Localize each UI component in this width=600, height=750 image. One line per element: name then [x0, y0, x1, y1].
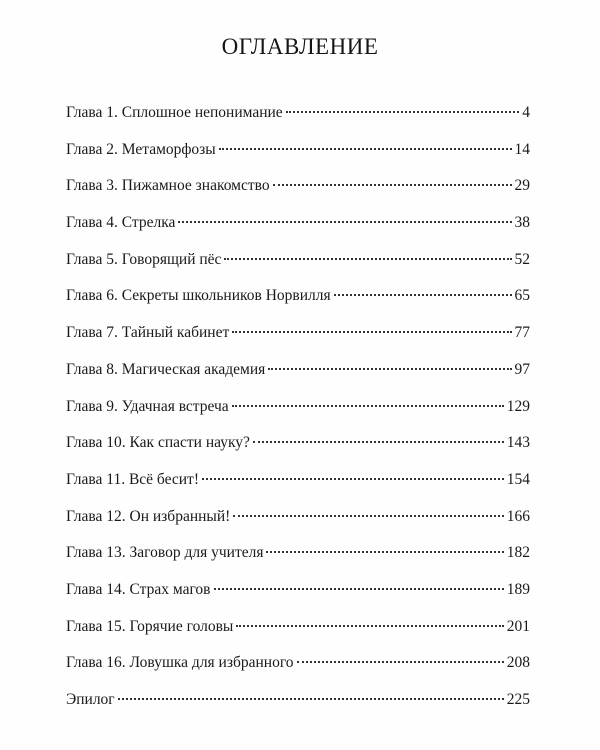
toc-entry-page: 154 — [506, 470, 530, 488]
toc-entry — [66, 690, 530, 727]
toc-entry — [66, 103, 530, 140]
dot-leader — [178, 221, 511, 223]
toc-entry — [66, 580, 530, 617]
toc-entry-title: Глава 1. Сплошное непонимание — [66, 104, 283, 121]
toc-entry — [66, 140, 530, 177]
dot-leader — [273, 184, 512, 186]
toc-entry-page: 38 — [514, 214, 530, 232]
toc-entry-title: Глава 6. Секреты школьников Норвилля — [66, 287, 331, 305]
toc-entry-page: 129 — [506, 397, 530, 415]
toc-entry-title: Глава 7. Тайный кабинет — [66, 324, 230, 342]
dot-leader — [214, 588, 504, 590]
toc-entry — [66, 397, 530, 434]
page-title: ОГЛАВЛЕНИЕ — [221, 34, 379, 59]
dot-leader — [334, 294, 512, 296]
toc-entry — [66, 360, 530, 397]
toc-entry-page: 208 — [506, 654, 530, 672]
toc-entry-title: Глава 13. Заговор для учителя — [66, 544, 264, 562]
toc-entry-page: 182 — [506, 544, 530, 562]
toc-entry-page: 189 — [506, 580, 530, 598]
toc-entry-title: Глава 15. Горячие головы — [66, 617, 234, 635]
toc-entry-title: Глава 9. Удачная встреча — [66, 397, 229, 415]
toc-entry — [66, 470, 530, 507]
toc-entry-page: 29 — [514, 177, 530, 195]
dot-leader — [202, 478, 504, 480]
dot-leader — [233, 515, 503, 517]
dot-leader — [219, 148, 512, 150]
toc-entry-title: Глава 11. Всё бесит! — [66, 470, 199, 488]
toc-entry-title: Глава 10. Как спасти науку? — [66, 434, 250, 452]
toc-entry — [66, 543, 530, 580]
toc-entry-page: 65 — [514, 287, 530, 305]
toc-entry-title: Глава 12. Он избранный! — [66, 507, 231, 525]
toc-entry — [66, 433, 530, 470]
dot-leader — [224, 258, 511, 260]
toc-entry — [66, 176, 530, 213]
dot-leader — [297, 661, 504, 663]
toc-entry — [66, 617, 530, 654]
dot-leader — [286, 111, 520, 113]
table-of-contents — [66, 103, 530, 727]
toc-entry — [66, 507, 530, 544]
toc-entry-title: Глава 8. Магическая академия — [66, 360, 266, 378]
toc-entry — [66, 653, 530, 690]
toc-entry-page: 143 — [506, 434, 530, 452]
toc-entry-page: 52 — [514, 250, 530, 268]
toc-entry-title: Глава 3. Пижамное знакомство — [66, 177, 270, 195]
dot-leader — [232, 405, 504, 407]
toc-entry-title: Глава 5. Говорящий пёс — [66, 250, 222, 268]
toc-entry-page: 166 — [506, 507, 530, 525]
toc-entry — [66, 213, 530, 250]
toc-entry-title: Глава 16. Ловушка для избранного — [66, 654, 294, 672]
toc-entry-page: 4 — [522, 104, 530, 121]
toc-entry-page: 97 — [514, 360, 530, 378]
dot-leader — [268, 368, 511, 370]
toc-entry-title: Глава 2. Метаморфозы — [66, 140, 216, 158]
toc-entry-title: Эпилог — [66, 691, 115, 708]
toc-entry — [66, 323, 530, 360]
toc-entry-page: 225 — [506, 691, 530, 708]
toc-entry — [66, 250, 530, 287]
dot-leader — [118, 698, 504, 700]
dot-leader — [236, 625, 503, 627]
toc-entry — [66, 286, 530, 323]
toc-entry-page: 14 — [514, 140, 530, 158]
toc-entry-title: Глава 14. Страх магов — [66, 580, 211, 598]
dot-leader — [253, 441, 504, 443]
toc-entry-page: 201 — [506, 617, 530, 635]
dot-leader — [266, 551, 503, 553]
toc-entry-page: 77 — [514, 324, 530, 342]
toc-entry-title: Глава 4. Стрелка — [66, 214, 176, 232]
dot-leader — [232, 331, 511, 333]
